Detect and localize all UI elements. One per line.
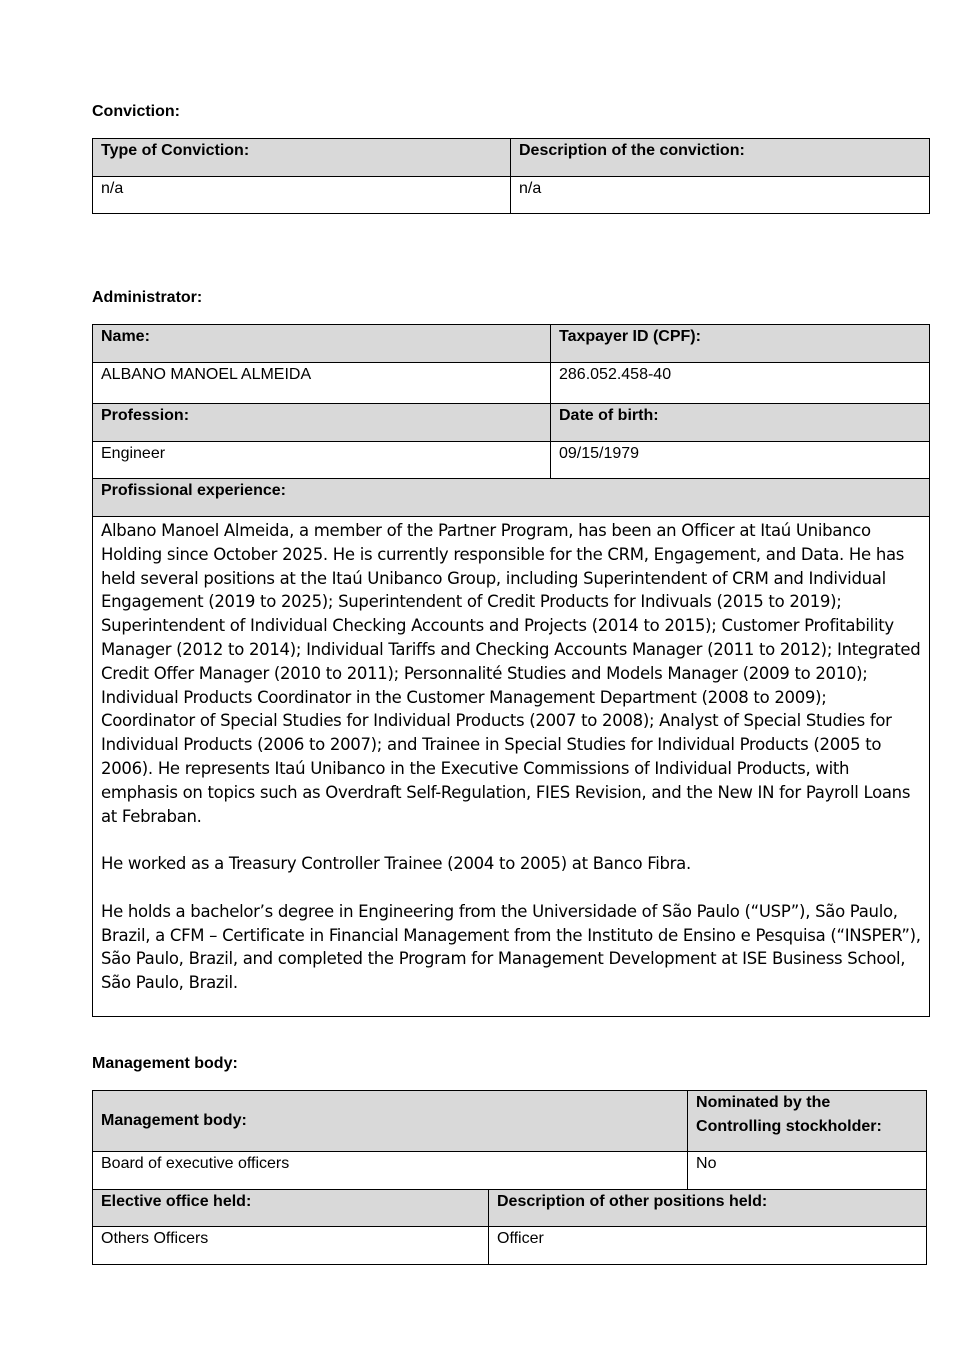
cpf-label: Taxpayer ID (CPF): [551, 325, 930, 363]
experience-paragraph-2: He worked as a Treasury Controller Trainee (2004 to 2005) at Banco Fibra. [101, 854, 691, 874]
dob-value: 09/15/1979 [551, 442, 930, 479]
management-table [92, 1090, 927, 1265]
profession-value: Engineer [93, 442, 551, 479]
profession-label: Profession: [93, 404, 551, 442]
administrator-heading: Administrator: [92, 289, 203, 306]
cpf-value: 286.052.458-40 [551, 363, 930, 404]
experience-label: Profissional experience: [93, 479, 930, 517]
conviction-table [92, 138, 930, 214]
nominated-value: No [688, 1152, 927, 1190]
experience-text [93, 517, 930, 1017]
conviction-heading: Conviction: [92, 103, 180, 120]
name-value: ALBANO MANOEL ALMEIDA [93, 363, 551, 404]
conviction-type-header: Type of Conviction: [93, 139, 511, 177]
conviction-description-header: Description of the conviction: [511, 139, 930, 177]
management-body-label: Management body: [93, 1091, 688, 1152]
elective-office-label: Elective office held: [93, 1190, 489, 1227]
nominated-label: Nominated by the Controlling stockholder: [688, 1091, 927, 1152]
conviction-type-value: n/a [93, 177, 511, 214]
other-positions-value: Officer [489, 1227, 927, 1265]
administrator-table [92, 324, 930, 1017]
conviction-description-value: n/a [511, 177, 930, 214]
experience-paragraph-1: Albano Manoel Almeida, a member of the Partner Program, has been an Officer at Itaú Unibanco Holding since October 2025. He is currently responsible for the CRM, Engagement, and Data. He has held several positions at the Itaú Unibanco Group, including Superintendent of CRM and Individual Engagement (2019 to 2025); Superintendent of Credit Products for Indivuals (2015 to 2019); Superintendent of Individual Checking Accounts and Projects (2014 to 2015); Customer Profitability Manager (2012 to 2014); Individual Tariffs and Checking Accounts Manager (2011 to 2012); Integrated Credit Offer Manager (2010 to 2011); Personnalité Studies and Models Manager (2009 to 2010); Individual Products Coordinator in the Customer Management Department (2008 to 2009); Coordinator of Special Studies for Individual Products (2007 to 2008); Analyst of Special Studies for Individual Products (2006 to 2007); and Trainee in Special Studies for Individual Products (2005 to 2006). He represents Itaú Unibanco in the Executive Commissions of Individual Products, with emphasis on topics such as Overdraft Self-Regulation, FIES Revision, and the New IN for Payroll Loans at Febraban. [101, 521, 921, 826]
elective-office-value: Others Officers [93, 1227, 489, 1265]
management-body-value: Board of executive officers [93, 1152, 688, 1190]
experience-paragraph-3: He holds a bachelor’s degree in Engineering from the Universidade of São Paulo (“USP”), São Paulo, Brazil, a CFM – Certificate in Financial Management from the Instituto de Ensino e Pesquisa (“INSPER”), São Paulo, Brazil, and completed the Program for Management Development at ISE Business School, São Paulo, Brazil. [101, 901, 921, 993]
name-label: Name: [93, 325, 551, 363]
management-heading: Management body: [92, 1055, 238, 1072]
dob-label: Date of birth: [551, 404, 930, 442]
other-positions-label: Description of other positions held: [489, 1190, 927, 1227]
